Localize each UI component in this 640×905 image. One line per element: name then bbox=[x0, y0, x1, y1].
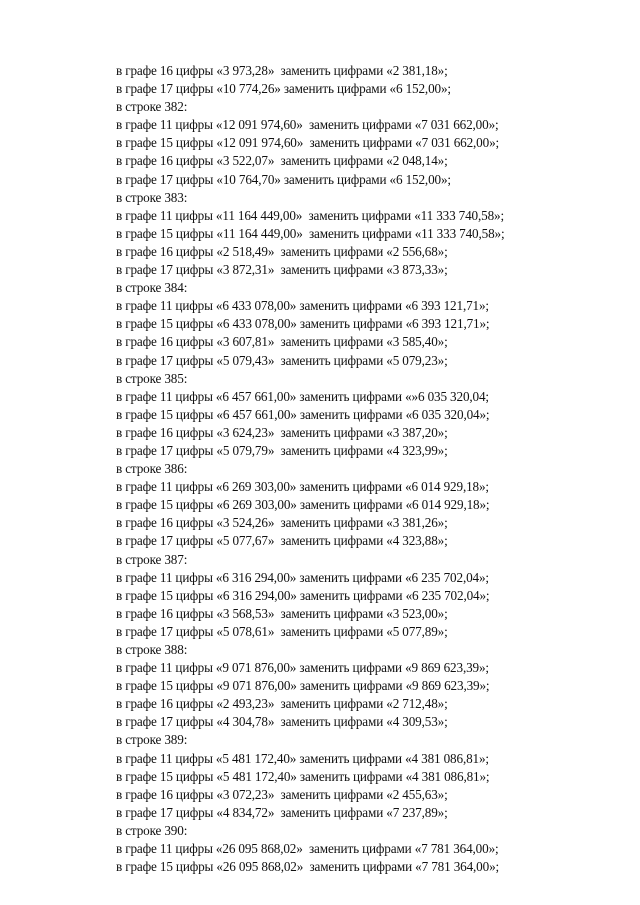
text-line: в графе 11 цифры «6 269 303,00» заменить цифрами «6 014 929,18»; bbox=[116, 479, 489, 495]
text-line: в графе 15 цифры «26 095 868,02» заменить цифрами «7 781 364,00»; bbox=[116, 859, 500, 875]
text-line: в графе 17 цифры «3 872,31» заменить цифрами «3 873,33»; bbox=[116, 262, 448, 278]
text-line: в графе 15 цифры «6 316 294,00» заменить цифрами «6 235 702,04»; bbox=[116, 587, 490, 603]
section-heading: в строке 385: bbox=[116, 370, 188, 386]
text-line: в графе 16 цифры «3 973,28» заменить цифрами «2 381,18»; bbox=[116, 63, 448, 78]
text-line: в графе 15 цифры «9 071 876,00» заменить цифрами «9 869 623,39»; bbox=[116, 678, 490, 694]
text-line: в графе 11 цифры «12 091 974,60» заменить цифрами «7 031 662,00»; bbox=[116, 117, 499, 133]
section-heading: в строке 386: bbox=[116, 461, 188, 477]
section-heading: в строке 384: bbox=[116, 280, 188, 296]
text-line: в графе 16 цифры «3 624,23» заменить цифрами «3 387,20»; bbox=[116, 424, 448, 440]
text-line: в графе 16 цифры «3 607,81» заменить цифрами «3 585,40»; bbox=[116, 334, 448, 350]
text-line: в графе 17 цифры «5 078,61» заменить цифрами «5 077,89»; bbox=[116, 623, 448, 639]
text-line: в графе 11 цифры «6 457 661,00» заменить цифрами «»6 035 320,04; bbox=[116, 388, 489, 404]
section-heading: в строке 389: bbox=[116, 732, 188, 748]
text-line: в графе 16 цифры «3 524,26» заменить цифрами «3 381,26»; bbox=[116, 515, 448, 531]
text-line: в графе 15 цифры «5 481 172,40» заменить цифрами «4 381 086,81»; bbox=[116, 768, 490, 784]
text-line: в графе 15 цифры «11 164 449,00» заменить цифрами «11 333 740,58»; bbox=[116, 225, 505, 241]
text-line: в графе 11 цифры «6 316 294,00» заменить цифрами «6 235 702,04»; bbox=[116, 569, 489, 585]
text-line: в графе 16 цифры «3 568,53» заменить цифрами «3 523,00»; bbox=[116, 605, 448, 621]
section-heading: в строке 390: bbox=[116, 822, 188, 838]
text-line: в графе 17 цифры «5 077,67» заменить цифрами «4 323,88»; bbox=[116, 533, 448, 549]
text-line: в графе 16 цифры «2 493,23» заменить цифрами «2 712,48»; bbox=[116, 696, 448, 712]
section-heading: в строке 387: bbox=[116, 551, 188, 567]
text-line: в графе 16 цифры «3 522,07» заменить цифрами «2 048,14»; bbox=[116, 153, 448, 169]
text-line: в графе 11 цифры «5 481 172,40» заменить цифрами «4 381 086,81»; bbox=[116, 750, 489, 766]
text-line: в графе 11 цифры «11 164 449,00» заменить цифрами «11 333 740,58»; bbox=[116, 207, 504, 223]
text-line: в графе 15 цифры «12 091 974,60» заменить цифрами «7 031 662,00»; bbox=[116, 135, 500, 151]
text-line: в графе 17 цифры «10 764,70» заменить цифрами «6 152,00»; bbox=[116, 171, 451, 187]
text-line: в графе 17 цифры «5 079,43» заменить цифрами «5 079,23»; bbox=[116, 352, 448, 368]
text-line: в графе 11 цифры «6 433 078,00» заменить цифрами «6 393 121,71»; bbox=[116, 298, 489, 314]
text-line: в графе 15 цифры «6 269 303,00» заменить цифрами «6 014 929,18»; bbox=[116, 497, 490, 513]
text-line: в графе 17 цифры «4 834,72» заменить цифрами «7 237,89»; bbox=[116, 804, 448, 820]
section-heading: в строке 388: bbox=[116, 642, 188, 657]
text-line: в графе 16 цифры «3 072,23» заменить цифрами «2 455,63»; bbox=[116, 786, 448, 802]
text-line: в графе 11 цифры «26 095 868,02» заменить цифрами «7 781 364,00»; bbox=[116, 841, 499, 857]
section-heading: в строке 383: bbox=[116, 189, 188, 205]
text-line: в графе 11 цифры «9 071 876,00» заменить цифрами «9 869 623,39»; bbox=[116, 660, 489, 676]
text-line: в графе 17 цифры «4 304,78» заменить цифрами «4 309,53»; bbox=[116, 714, 448, 730]
text-line: в графе 17 цифры «5 079,79» заменить цифрами «4 323,99»; bbox=[116, 442, 448, 458]
text-line: в графе 15 цифры «6 433 078,00» заменить цифрами «6 393 121,71»; bbox=[116, 316, 490, 332]
text-line: в графе 17 цифры «10 774,26» заменить цифрами «6 152,00»; bbox=[116, 81, 451, 97]
section-heading: в строке 382: bbox=[116, 99, 188, 115]
text-line: в графе 16 цифры «2 518,49» заменить цифрами «2 556,68»; bbox=[116, 243, 448, 259]
document-text bbox=[116, 62, 616, 876]
text-line: в графе 15 цифры «6 457 661,00» заменить цифрами «6 035 320,04»; bbox=[116, 406, 490, 422]
